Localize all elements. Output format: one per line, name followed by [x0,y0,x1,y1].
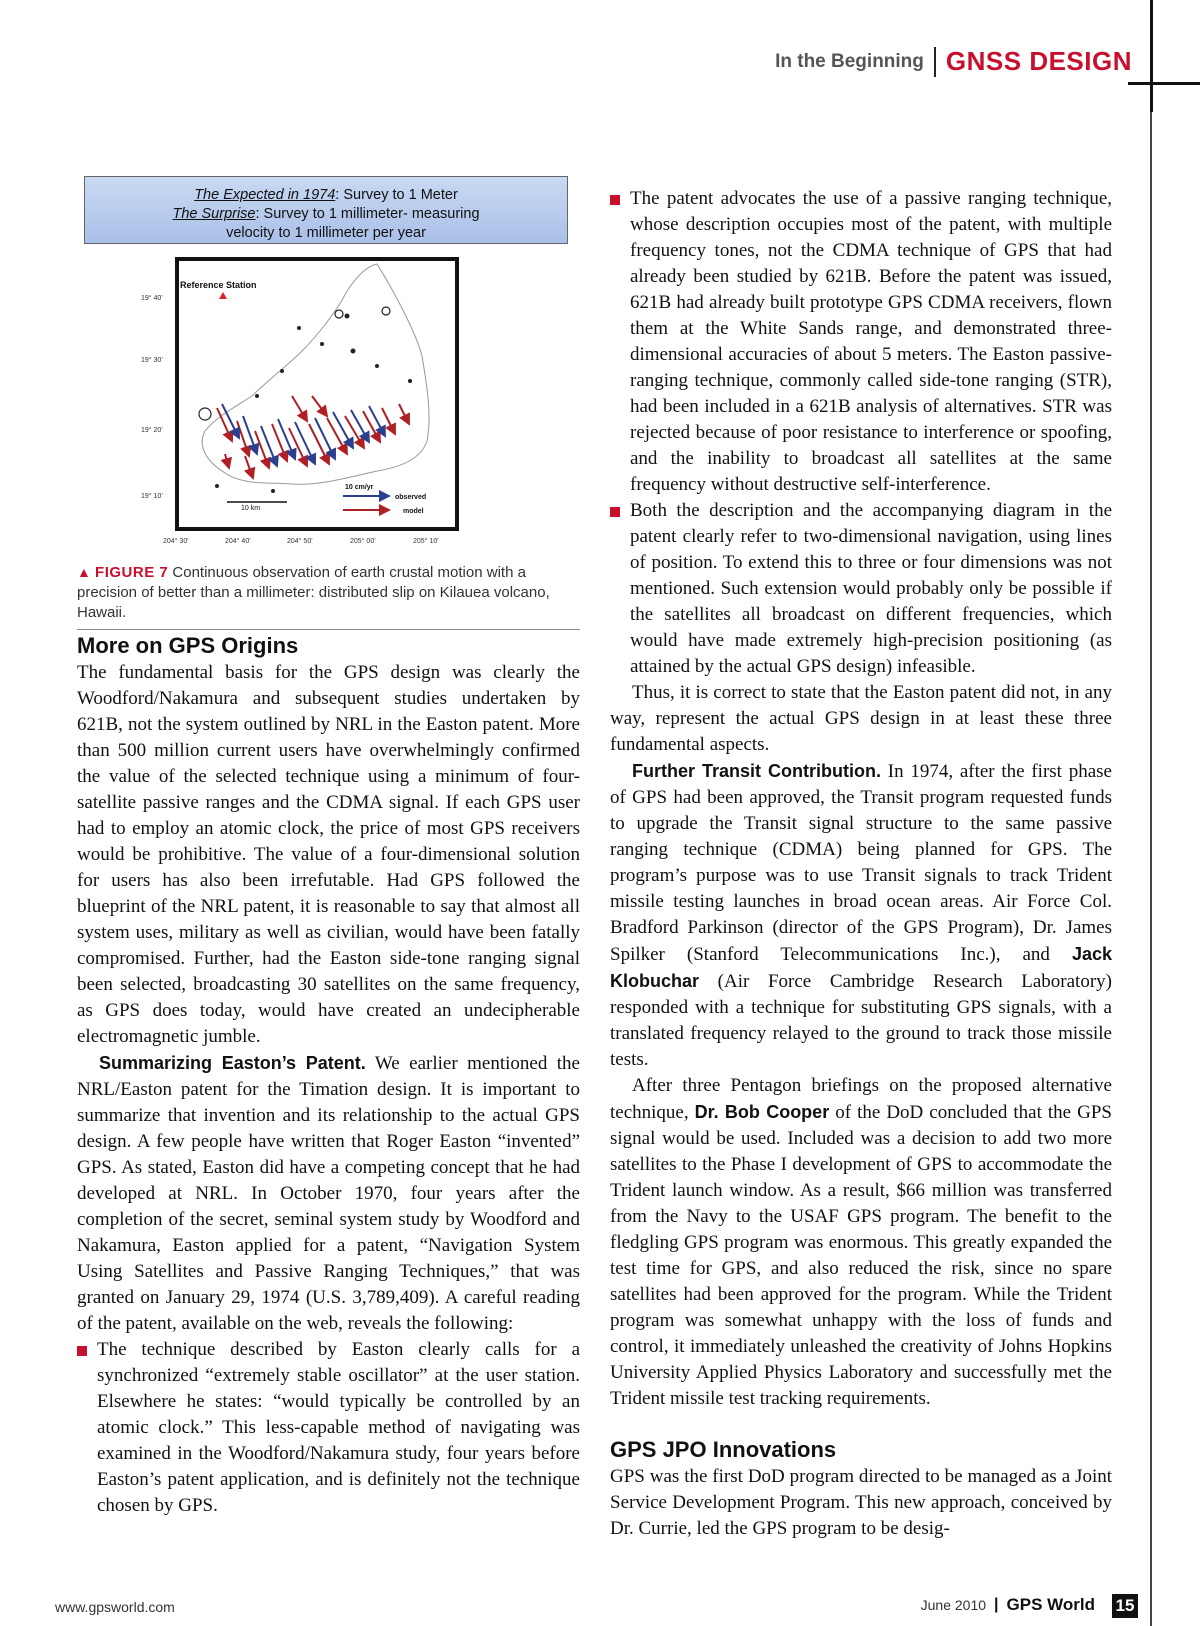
caption-text: Continuous observation of earth crustal motion with a precision of better than a millimeter: distributed slip on Kilauea volcano, Hawaii. [77,564,550,621]
running-head-divider [934,47,936,77]
caption-figure-label: FIGURE 7 [95,564,169,581]
banner-expected-text: : Survey to 1 Meter [335,187,458,203]
bullet-square-icon [610,507,620,517]
transit-text-a: In 1974, after the first phase of GPS had been approved, the Transit program requested funds to upgrade the Transit signal structure to the same passive ranging technique (CDMA) being planned for GPS. The program’s purpose was to use Transit signals to track Trident missile testing launches in broad ocean areas. Air Force Col. Bradford Parkinson (director of the GPS Program), Dr. James Spilker (Stanford Telecommunications Inc.), and [610,761,1112,965]
velocity-scale-label: 10 cm/yr [345,484,374,491]
banner-surprise-text: : Survey to 1 millimeter- measuring [255,206,480,222]
right-column [610,186,1112,1542]
running-head-title: GNSS DESIGN [945,46,1132,76]
footer-url: www.gpsworld.com [55,1599,175,1615]
lon-label-5: 205° 10' [413,538,439,545]
lon-label-3: 204° 50' [287,538,313,545]
map-frame [177,259,457,529]
margin-rule [1150,112,1152,1626]
paragraph-easton-patent [77,1050,580,1337]
lon-label-4: 205° 00' [350,538,376,545]
footer-date: June 2010 [920,1597,987,1613]
runin-summarizing: Summarizing Easton’s Patent. [99,1053,366,1073]
footer-magazine: GPS World [1006,1595,1095,1614]
bullet-item-passive-ranging [610,186,1112,498]
figure-caption [77,562,580,623]
caption-divider [77,629,580,630]
paragraph-easton-text: We earlier mentioned the NRL/Easton patent for the Timation design. It is important to summarize that invention and its relationship to the actual GPS design. A few people have written that Roger Easton “invented” GPS. As stated, Easton did have a competing concept that he had developed at NRL. In October 1970, four years after the completion of the secret, seminal system study by Woodford and Nakamura, Easton applied for a patent, “Navigation System Using Satellites and Passive Ranging Techniques,” that was granted on January 29, 1974 (U.S. 3,789,409). A careful reading of the patent, available on the web, reveals the following: [77,1053,580,1334]
bullet-square-icon [77,1346,87,1356]
transit-text-b: (Air Force Cambridge Research Laboratory) responded with a technique for substituting GPS signals, with a translated frequency relayed to the ground to track those missile tests. [610,971,1112,1070]
figure-banner [84,176,568,244]
left-column [77,176,580,1519]
section-heading-jpo: GPS JPO Innovations [610,1437,837,1462]
bullet-square-icon [610,195,620,205]
paragraph-thus: Thus, it is correct to state that the Easton patent did not, in any way, represent the actual GPS design in at least these three fundamental aspects. [610,682,1112,755]
pentagon-text-a: After three Pentagon briefings on the proposed alternative technique, [610,1075,1112,1123]
lon-label-1: 204° 30' [163,538,189,545]
pentagon-text-b: of the DoD concluded that the GPS signal would be used. Included was a decision to add two more satellites to the Phase I development of GPS to accommodate the Trident launch window. As a result, $66 million was transferred from the Navy to the USAF GPS program. The benefit to the fledgling GPS program was enormous. This greatly expanded the test time for GPS, and also reduced the risk, since no spare satellites had been approved for the program. While the Trident program was somewhat unhappy with the loss of funds and control, it immediately unleashed the creativity of Johns Hopkins University Applied Physics Laboratory and successfully met the Trident missile test tracking requirements. [610,1102,1112,1409]
banner-line3: velocity to 1 millimeter per year [226,225,426,241]
reference-station-label: Reference Station [180,280,257,290]
legend-observed-label: observed [395,494,427,501]
kilauea-velocity-map [77,256,580,556]
running-head-section: In the Beginning [775,50,924,72]
lat-label-4: 19° 10' [141,493,163,500]
banner-expected-label: The Expected in 1974 [194,187,336,203]
caption-triangle-icon: ▲ [77,564,91,580]
bullet-item-oscillator [77,1337,580,1519]
running-head [775,46,1132,77]
footer-issue [921,1595,1095,1615]
section-heading-origins: More on GPS Origins [77,633,299,658]
footer-separator: | [994,1596,999,1613]
page-number: 15 [1112,1594,1138,1618]
lat-label-1: 19° 40' [141,295,163,302]
paragraph-pentagon [610,1073,1112,1412]
scale-km-label: 10 km [241,505,261,512]
crop-mark-vertical [1150,0,1153,112]
legend-model-label: model [403,508,424,515]
paragraph-transit [610,758,1112,1073]
lat-label-3: 19° 20' [141,427,163,434]
bullet-text: The patent advocates the use of a passive ranging technique, whose description occupies most of the patent, with multiple frequency tones, not the CDMA technique of GPS that had already been studied by 621B. Before the patent was issued, 621B had already built prototype GPS CDMA receivers, flown them at the White Sands range, and demonstrated three-dimensional accuracies of about 5 meters. The Easton passive-ranging technique, commonly called side-tone ranging (STR), had been included in a 621B analysis of alternatives. STR was rejected because of poor resistance to interference or spoofing, and the inability to broadcast all satellites at the same frequency without destructive self-interference. [630,188,1112,495]
bullet-text: Both the description and the accompanying diagram in the patent clearly refer to two-dimensional navigation, using lines of position. To extend this to three or four dimensions was not mentioned. Such extension would probably only be possible if the satellites all broadcast on different frequencies, which would have made extremely high-precision positioning (as attained by the actual GPS design) infeasible. [630,500,1112,677]
lon-label-2: 204° 40' [225,538,251,545]
bullet-text: The technique described by Easton clearly calls for a synchronized “extremely stable oscillator” at the user station. Elsewhere he states: “would typically be controlled by an atomic clock.” This less-capable method of navigating was examined in the Woodford/Nakamura study, four years before Easton’s patent application, and is definitely not the technique chosen by GPS. [97,1339,580,1516]
paragraph-jpo: GPS was the first DoD program directed to be managed as a Joint Service Development Program. This new approach, conceived by Dr. Currie, led the GPS program to be desig- [610,1466,1112,1539]
bullet-item-two-dimensional [610,498,1112,680]
crop-mark-horizontal [1128,82,1200,85]
paragraph-origins: The fundamental basis for the GPS design was clearly the Woodford/Nakamura and subsequent studies undertaken by 621B, not the system outlined by NRL in the Easton patent. More than 500 million current users have overwhelmingly confirmed the value of the selected technique using a minimum of four-satellite passive ranges and the CDMA signal. If each GPS user had to employ an atomic clock, the price of most GPS receivers would be prohibitive. The value of a four-dimensional solution for users has also been irrefutable. Had GPS followed the blueprint of the NRL patent, it is reasonable to say that almost all system uses, military as well as civilian, would have been fatally compromised. Further, had the Easton side-tone ranging signal been selected, broadcasting 30 satellites on the same frequency, as GPS does today, would have created an undecipherable electromagnetic jumble. [77,662,580,1047]
lat-label-2: 19° 30' [141,357,163,364]
name-klobuchar: Jack Klobuchar [610,944,1112,991]
runin-transit: Further Transit Contribution. [632,761,881,781]
banner-surprise-label: The Surprise [172,206,256,222]
name-cooper: Dr. Bob Cooper [694,1102,830,1122]
